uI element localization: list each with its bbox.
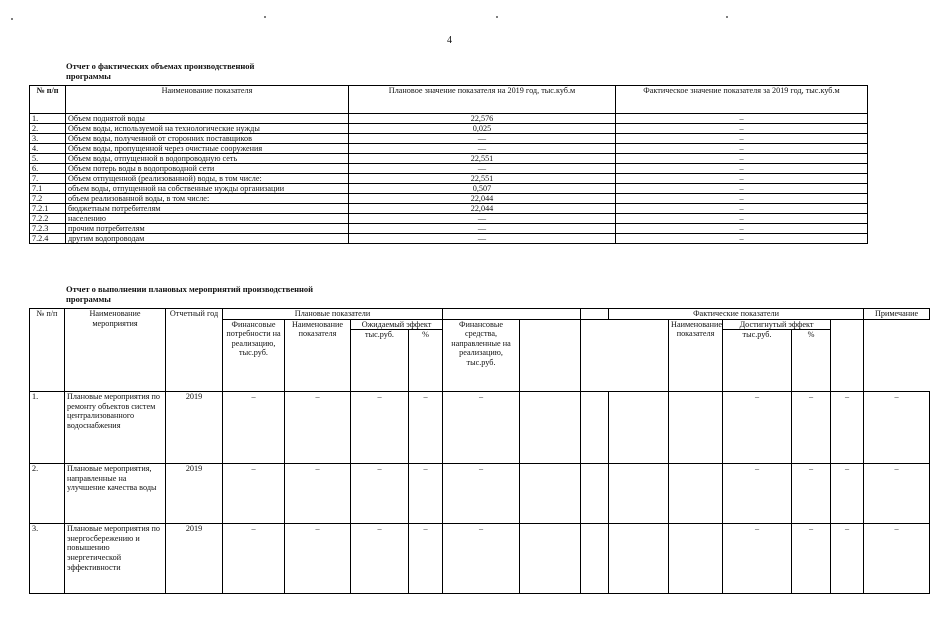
cell-num: 1. [30,392,65,464]
cell-num: 7. [30,174,66,184]
cell-name: объем воды, отпущенной на собственные нужды организации [66,184,349,194]
cell-name: объем реализованной воды, в том числе: [66,194,349,204]
scan-speck [726,16,728,18]
cell-fact: – [616,224,868,234]
cell-empty [581,464,609,524]
cell-dash: – [285,392,351,464]
cell-empty [520,392,581,464]
cell-plan: 0,507 [349,184,616,194]
cell-dash: – [723,392,792,464]
table-row [30,114,868,124]
report2-title: Отчет о выполнении плановых мероприятий производственной программы [66,284,314,304]
production-volume-table [29,85,868,244]
cell-num: 3. [30,134,66,144]
cell-dash: – [409,524,443,594]
header-plan: Плановое значение показателя на 2019 год, тыс.куб.м [349,86,616,114]
cell-name: Объем потерь воды в водопроводной сети [66,164,349,174]
cell-num: 7.2.2 [30,214,66,224]
cell-name: Плановые мероприятия по ремонту объектов систем централизованного водоснабжения [65,392,166,464]
table-row [30,134,868,144]
cell-fact: – [616,184,868,194]
cell-plan: 22,044 [349,204,616,214]
h2-fact-group: Фактические показатели [609,309,864,320]
h2-achieved-effect: Достигнутый эффект [723,319,831,330]
cell-num: 7.2 [30,194,66,204]
cell-empty [669,464,723,524]
cell-empty [609,392,669,464]
table-row [30,214,868,224]
cell-year: 2019 [166,464,223,524]
cell-name: другим водопроводам [66,234,349,244]
h2-fact-thous-rub: тыс.руб. [723,330,792,392]
cell-fact: – [616,144,868,154]
cell-plan: 0,025 [349,124,616,134]
cell-num: 7.1 [30,184,66,194]
cell-empty [669,392,723,464]
cell-empty [520,464,581,524]
cell-name: населению [66,214,349,224]
header-name: Наименование показателя [66,86,349,114]
cell-plan: 22,551 [349,174,616,184]
cell-fact: – [616,154,868,164]
h2-thous-rub: тыс.руб. [351,330,409,392]
cell-name: Объем поднятой воды [66,114,349,124]
table-row [30,154,868,164]
cell-dash: – [792,392,831,464]
h2-empty-c [520,319,581,392]
cell-dash: – [351,464,409,524]
cell-num: 4. [30,144,66,154]
table-row [30,224,868,234]
cell-fact: – [616,204,868,214]
h2-percent: % [409,330,443,392]
cell-dash: – [792,524,831,594]
table-row [30,124,868,134]
cell-dash: – [351,524,409,594]
table-row [30,164,868,174]
scan-speck [264,16,266,18]
cell-num: 3. [30,524,65,594]
page-number: 4 [447,35,452,46]
cell-dash: – [831,392,864,464]
cell-num: 7.2.1 [30,204,66,214]
planned-measures-table [29,308,930,594]
cell-name: бюджетным потребителям [66,204,349,214]
cell-year: 2019 [166,524,223,594]
cell-empty [581,392,609,464]
table-row [30,194,868,204]
cell-year: 2019 [166,392,223,464]
h2-name: Наименование мероприятия [65,309,166,392]
cell-name: Объем воды, полученной от сторонних поставщиков [66,134,349,144]
h2-empty-a [443,309,581,320]
cell-name: Плановые мероприятия, направленные на улучшение качества воды [65,464,166,524]
table-row [30,392,930,464]
header-fact: Фактическое значение показателя за 2019 год, тыс.куб.м [616,86,868,114]
cell-plan: 22,551 [349,154,616,164]
h2-expected-effect: Ожидаемый эффект [351,319,443,330]
cell-dash: – [351,392,409,464]
cell-dash: – [864,524,930,594]
cell-dash: – [223,464,285,524]
cell-dash: – [723,464,792,524]
table-row [30,204,868,214]
cell-num: 2. [30,124,66,134]
h2-empty-b [581,309,609,320]
cell-fact: – [616,164,868,174]
cell-plan: 22,576 [349,114,616,124]
cell-fact: – [616,194,868,204]
cell-dash: – [443,392,520,464]
cell-dash: – [831,464,864,524]
cell-plan: 22,044 [349,194,616,204]
cell-dash: – [443,464,520,524]
h2-fact-percent: % [792,330,831,392]
cell-name: Объем воды, пропущенной через очистные сооружения [66,144,349,154]
h2-fin-need: Финансовые потребности на реализацию, тыс.руб. [223,319,285,392]
cell-plan: — [349,214,616,224]
cell-empty [609,524,669,594]
cell-dash: – [864,392,930,464]
cell-plan: — [349,134,616,144]
cell-empty [581,524,609,594]
cell-dash: – [285,464,351,524]
h2-indicator-name: Наименование показателя [285,319,351,392]
h2-fact-indicator-name: Наименование показателя [669,319,723,392]
cell-plan: — [349,234,616,244]
cell-num: 5. [30,154,66,164]
h2-empty-d [581,319,669,392]
cell-fact: – [616,114,868,124]
cell-num: 7.2.3 [30,224,66,234]
cell-dash: – [792,464,831,524]
table-row [30,234,868,244]
cell-name: прочим потребителям [66,224,349,234]
cell-num: 1. [30,114,66,124]
cell-fact: – [616,174,868,184]
cell-empty [609,464,669,524]
scan-speck [496,16,498,18]
h2-year: Отчетный год [166,309,223,392]
cell-name: Плановые мероприятия по энергосбережению и повышению энергетической эффективности [65,524,166,594]
h2-num: № п/п [30,309,65,392]
cell-dash: – [285,524,351,594]
cell-empty [520,524,581,594]
cell-fact: – [616,134,868,144]
table-header-row [30,86,868,114]
scan-speck [11,18,13,20]
table-row [30,184,868,194]
cell-plan: — [349,144,616,154]
h2-note: Примечание [864,309,930,320]
cell-dash: – [723,524,792,594]
table-row [30,174,868,184]
cell-plan: — [349,164,616,174]
header-num: № п/п [30,86,66,114]
cell-fact: – [616,214,868,224]
cell-num: 7.2.4 [30,234,66,244]
table-row [30,144,868,154]
h2-plan-group: Плановые показатели [223,309,443,320]
header-row-1 [30,309,930,320]
cell-dash: – [831,524,864,594]
cell-fact: – [616,124,868,134]
h2-fin-means: Финансовые средства, направленные на реализацию, тыс.руб. [443,319,520,392]
cell-dash: – [443,524,520,594]
cell-dash: – [409,464,443,524]
cell-name: Объем воды, отпущенной в водопроводную сеть [66,154,349,164]
cell-empty [669,524,723,594]
table-row [30,464,930,524]
cell-dash: – [409,392,443,464]
cell-dash: – [223,392,285,464]
report1-title: Отчет о фактических объемах производственной программы [66,61,255,81]
cell-dash: – [864,464,930,524]
cell-num: 6. [30,164,66,174]
h2-note-empty [831,319,864,392]
cell-num: 2. [30,464,65,524]
cell-fact: – [616,234,868,244]
cell-plan: — [349,224,616,234]
table-row [30,524,930,594]
cell-name: Объем воды, используемой на технологические нужды [66,124,349,134]
cell-dash: – [223,524,285,594]
cell-name: Объем отпущенной (реализованной) воды, в том числе: [66,174,349,184]
